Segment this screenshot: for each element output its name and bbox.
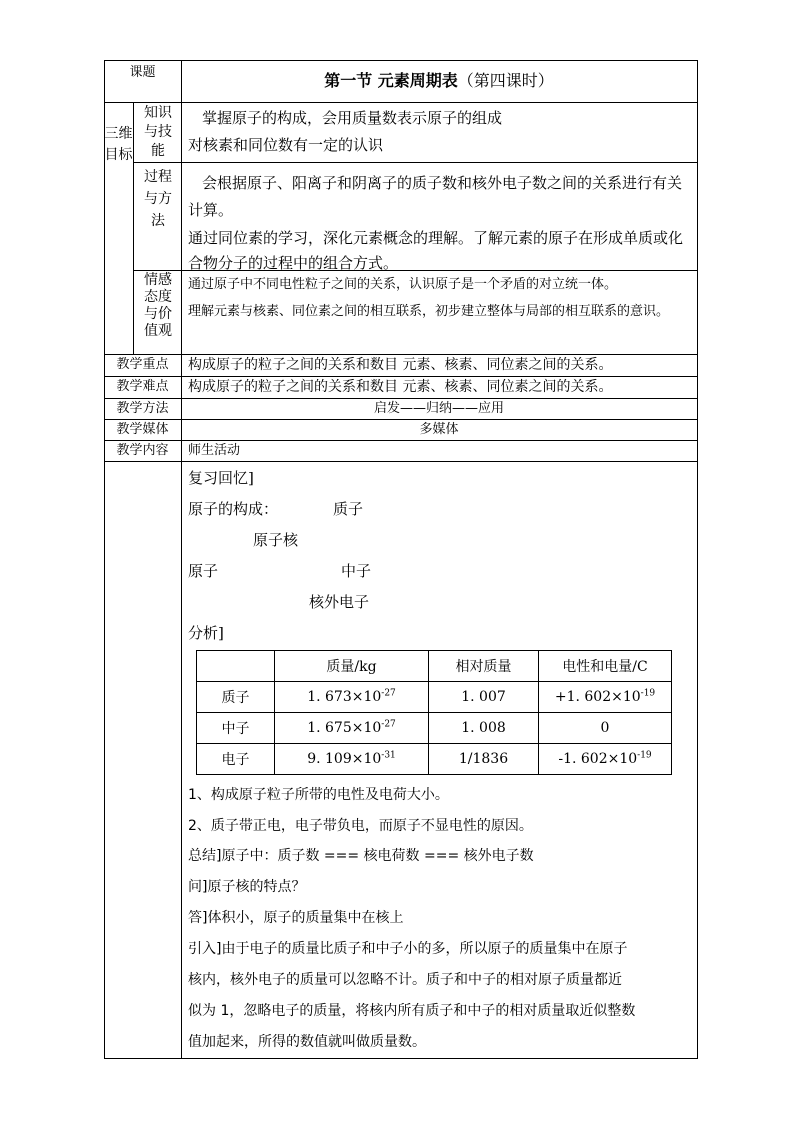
emotion-label: 情感态度与价值观 <box>144 272 172 339</box>
structure-atom: 原子 <box>188 562 219 580</box>
intro-line-2: 核内，核外电子的质量可以忽略不计。质子和中子的相对原子质量都近 <box>188 972 622 988</box>
particle-relative-mass: 1/1836 <box>429 744 539 775</box>
structure-intro: 原子的构成： <box>188 500 279 518</box>
question-1: 1、构成原子粒子所带的电性及电荷大小。 <box>188 787 449 803</box>
method-value: 启发——归纳——应用 <box>373 401 504 416</box>
particle-charge: 0 <box>539 713 672 744</box>
process-line-2: 通过同位素的学习，深化元素概念的理解。了解元素的原子在形成单质或化合物分子的过程中的组合方式。 <box>188 229 684 272</box>
media-value: 多媒体 <box>419 422 459 437</box>
table-header-row <box>197 651 672 682</box>
particle-name: 中子 <box>197 713 275 744</box>
process-line-1: 会根据原子、阳离子和阴离子的质子数和核外电子数之间的关系进行有关计算。 <box>188 174 683 219</box>
analysis-heading: 分析] <box>188 624 224 642</box>
particle-name: 质子 <box>197 682 275 713</box>
structure-proton: 质子 <box>333 500 364 518</box>
question-line: 问]原子核的特点？ <box>188 879 306 895</box>
particle-properties-table <box>196 650 672 775</box>
particle-relative-mass: 1. 008 <box>429 713 539 744</box>
particle-relative-mass: 1. 007 <box>429 682 539 713</box>
particle-charge: -1. $602\times 10^{-19}$ <box>539 744 672 775</box>
key-points-label: 教学重点 <box>116 357 169 372</box>
page-title <box>181 70 697 92</box>
knowledge-line-2: 对核素和同位数有一定的认识 <box>188 136 384 154</box>
difficulties-value: 构成原子的粒子之间的关系和数目 元素、核素、同位素之间的关系。 <box>188 379 613 395</box>
particle-charge: +1. $602\times 10^{-19}$ <box>539 682 672 713</box>
emotion-line-2: 理解元素与核素、同位素之间的相互联系，初步建立整体与局部的相互联系的意识。 <box>188 304 670 319</box>
emotion-line-1: 通过原子中不同电性粒子之间的关系，认识原子是一个矛盾的对立统一体。 <box>188 277 618 292</box>
content-value: 师生活动 <box>188 443 241 458</box>
structure-neutron: 中子 <box>341 562 372 580</box>
intro-line-3: 似为 1，忽略电子的质量，将核内所有质子和中子的相对质量取近似整数 <box>188 1003 636 1019</box>
content-label: 教学内容 <box>116 443 169 458</box>
review-heading: 复习回忆] <box>188 469 254 487</box>
table-header-cell: 质量/kg <box>275 651 429 682</box>
particle-mass: 1. $675\times 10^{-27}$ <box>275 713 429 744</box>
intro-line-1: 引入]由于电子的质量比质子和中子小的多，所以原子的质量集中在原子 <box>188 941 628 957</box>
table-header-cell: 相对质量 <box>429 651 539 682</box>
intro-line-4: 值加起来，所得的数值就叫做质量数。 <box>188 1034 426 1050</box>
table-row <box>197 682 672 713</box>
goals-group-label: 三维目标 <box>104 126 133 163</box>
media-label: 教学媒体 <box>116 422 169 437</box>
table-header-cell <box>197 651 275 682</box>
particle-name: 电子 <box>197 744 275 775</box>
title-main: 第一节 元素周期表 <box>324 71 458 90</box>
topic-label: 课题 <box>129 65 156 80</box>
knowledge-label: 知识与技能 <box>144 105 172 159</box>
question-2: 2、质子带正电，电子带负电，而原子不显电性的原因。 <box>188 818 533 834</box>
structure-electron: 核外电子 <box>309 593 370 611</box>
title-suffix: （第四课时） <box>457 71 554 90</box>
particle-mass: 1. $673\times 10^{-27}$ <box>275 682 429 713</box>
table-row <box>197 744 672 775</box>
knowledge-line-1: 掌握原子的构成，会用质量数表示原子的组成 <box>202 109 503 127</box>
structure-nucleus: 原子核 <box>253 531 299 549</box>
table-row <box>197 713 672 744</box>
key-points-value: 构成原子的粒子之间的关系和数目 元素、核素、同位素之间的关系。 <box>188 357 613 373</box>
process-label: 过程与方法 <box>144 169 172 229</box>
table-header-cell: 电性和电量/C <box>539 651 672 682</box>
difficulties-label: 教学难点 <box>116 379 169 394</box>
method-label: 教学方法 <box>116 401 169 416</box>
summary-line: 总结]原子中：质子数 === 核电荷数 === 核外电子数 <box>188 848 534 864</box>
answer-line: 答]体积小，原子的质量集中在核上 <box>188 910 404 926</box>
particle-mass: 9. $109\times 10^{-31}$ <box>275 744 429 775</box>
